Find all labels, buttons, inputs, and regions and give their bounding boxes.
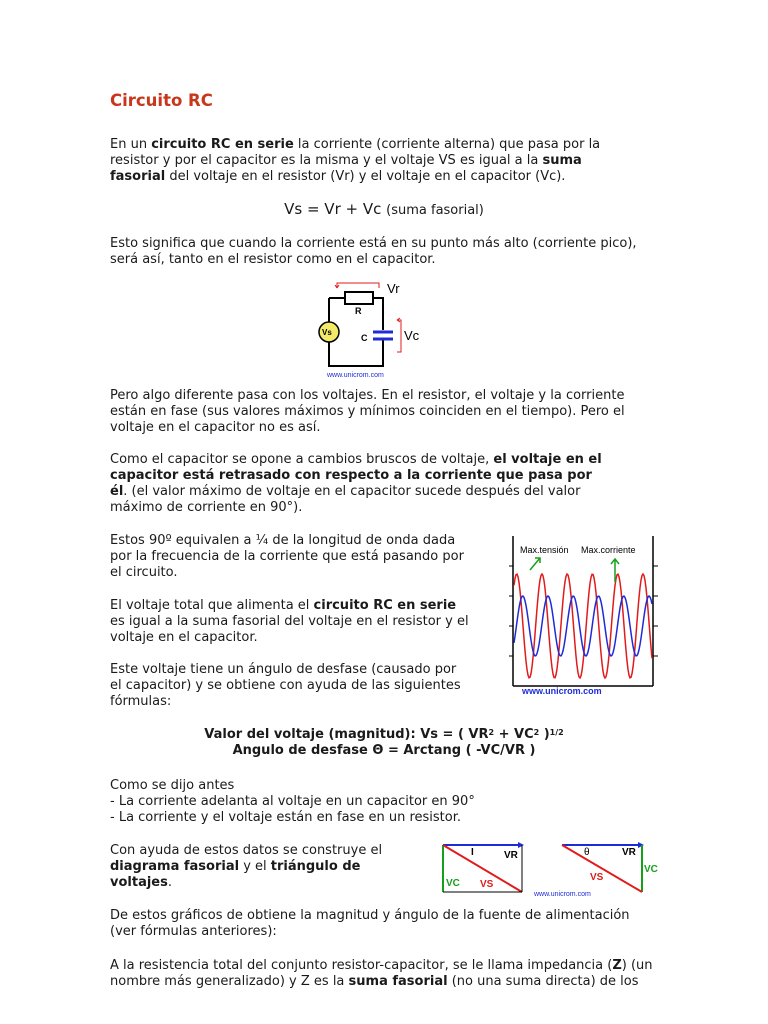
paragraph-peak-current: Esto significa que cuando la corriente está en su punto más alto (corriente pico), será así, tanto en el resistor como en el capacitor. [110,236,637,267]
text: El voltaje total que alimenta el [110,598,314,613]
list-item: - La corriente y el voltaje están en fase en un resistor. [110,810,461,825]
paragraph-total-voltage [110,598,472,646]
credit-text: www.unicrom.com [534,891,591,898]
formula-magnitude [110,727,658,743]
text: En un [110,137,152,152]
phasor-vr-label: VR [504,850,518,861]
bold-text: Z [612,958,622,973]
text: A la resistencia total del conjunto resistor-capacitor, se le llama impedancia ( [110,958,613,973]
list-item: - La corriente adelanta al voltaje en un capacitor en 90° [110,794,475,809]
triangle-vc-label: VC [644,864,658,875]
triangle-vs-label: VS [590,872,604,883]
text: + VC [494,727,534,742]
theta-label: θ [584,847,590,858]
page-title: Circuito RC [110,91,213,110]
formula-main: Vs = Vr + Vc [284,200,382,218]
text: ) [539,727,550,742]
text: es igual a la suma fasorial del voltaje en el resistor y el voltaje en el capacitor. [110,614,469,645]
rc-circuit-diagram [315,280,435,378]
paragraph-voltages: Pero algo diferente pasa con los voltajes. En el resistor, el voltaje y la corriente están en fase (sus valores máximos y mínimos coinciden en el tiempo). Pero el voltaje en el capacitor no es así. [110,388,625,435]
vr-label: Vr [387,281,400,296]
bold-text: triángulo de voltajes [110,859,361,890]
formula-angle: Angulo de desfase Θ = Arctang ( -VC/VR ) [232,743,536,758]
text: ) (un nombre más generalizado) y Z es la [110,958,653,989]
paragraph-graphs: De estos gráficos de obtiene la magnitud y ángulo de la fuente de alimentación (ver fórmulas anteriores): [110,908,630,939]
max-voltage-label: Max.tensión [520,545,569,555]
formula-note: (suma fasorial) [386,203,484,218]
credit-text: www.unicrom.com [522,686,602,696]
text: Con ayuda de estos datos se construye el [110,843,383,858]
text: (no una suma directa) de los [447,974,639,989]
formula-vs-sum [110,200,658,218]
text: . [167,875,172,890]
bold-text: suma fasorial [348,974,448,989]
text: del voltaje en el resistor (Vr) y el voltaje en el capacitor (Vc). [165,169,566,184]
resistor-label: R [355,306,362,316]
phasor-vc-label: VC [446,878,460,889]
paragraph-capacitor-lag [110,452,610,516]
paragraph-intro [110,137,620,185]
vc-label: Vc [404,328,420,343]
bold-text: suma fasorial [110,153,582,184]
bold-text: circuito RC en serie [313,598,457,613]
phasor-i-label: I [471,847,474,858]
paragraph-90-degrees: Estos 90º equivalen a ¼ de la longitud de onda dada por la frecuencia de la corriente que está pasando por el circuito. [110,533,464,580]
text: . (el valor máximo de voltaje en el capacitor sucede después del valor máximo de corriente en 90°). [110,484,581,515]
paragraph-phasor-diagram [110,843,400,891]
credit-text: www.unicrom.com [327,372,384,378]
superscript: 1/2 [549,728,564,737]
list-intro: Como se dijo antes [110,778,235,793]
text: Como el capacitor se opone a cambios bruscos de voltaje, [110,452,494,467]
source-label: Vs [322,328,332,337]
waveform-figure [508,534,660,696]
phasor-vs-label: VS [480,879,494,890]
max-current-label: Max.corriente [581,545,636,555]
formula-block [110,727,658,759]
triangle-vr-label: VR [622,847,636,858]
superscript: 2 [488,728,495,737]
bold-text: circuito RC en serie [151,137,294,152]
bold-text: diagrama fasorial [110,859,240,874]
paragraph-phase-angle: Este voltaje tiene un ángulo de desfase (causado por el capacitor) y se obtiene con ayuda de las siguientes fórmulas: [110,662,461,709]
text: y el [239,859,271,874]
summary-list [110,778,475,826]
phasor-diagram-figure [438,840,662,898]
capacitor-label: C [361,333,368,343]
text: la corriente (corriente alterna) que pasa por la resistor y por el capacitor es la misma y el voltaje VS es igual a la [110,137,601,168]
paragraph-impedance [110,958,658,990]
superscript: 2 [533,728,540,737]
bold-text: el voltaje en el capacitor está retrasado con respecto a la corriente que pasa por él [110,452,602,499]
text: Valor del voltaje (magnitud): Vs = ( VR [204,727,489,742]
resistor-symbol [345,292,373,304]
